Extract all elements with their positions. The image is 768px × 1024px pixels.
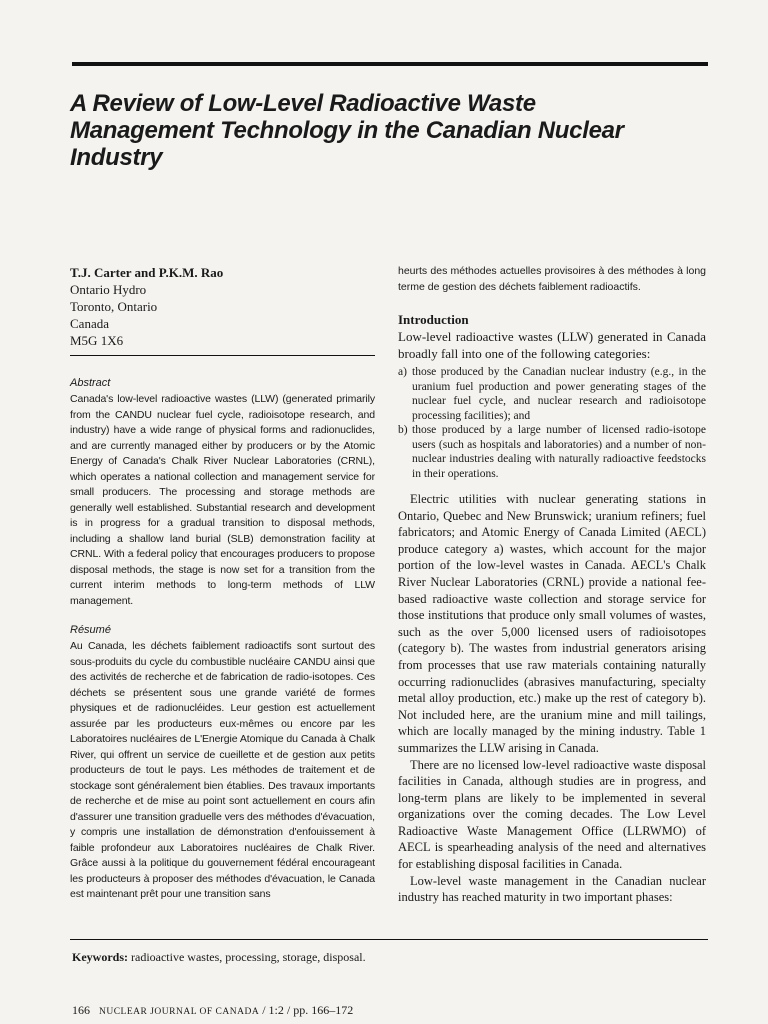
introduction-heading: Introduction xyxy=(398,312,469,327)
author-postal-code: M5G 1X6 xyxy=(70,333,124,348)
abstract-text: Canada's low-level radioactive wastes (LLW) (generated primarily from the CANDU nuclear fuel cycle, radioisotope research, and industry) have a wide range of physical forms and radionuclides, and are currently managed either by producers or by the Atomic Energy of Canada's Chalk River Nuclear Laboratories (CRNL), which operates a national collection and management service for small producers. The processing and storage methods are generally well established. Substantial research and development is in progress for a gradual transition to disposal methods, including a shallow land burial (SLB) demonstration facility at CRNL. With a federal policy that encourages producers to propose disposal methods, the stage is now set for a transition from the current interim methods to long-term methods of LLW management. xyxy=(70,393,375,607)
keywords-line xyxy=(72,950,366,965)
list-item xyxy=(398,423,706,481)
journal-citation: / 1:2 / pp. 166–172 xyxy=(262,1003,354,1017)
body-paragraph: Electric utilities with nuclear generating stations in Ontario, Quebec and New Brunswick; uranium refiners; fuel fabricators; and Atomic Energy of Canada Limited (AECL) produce category a) wastes, which account for the major portion of the low-level wastes in Canada. AECL's Chalk River Nuclear Laboratories (CRNL) provide a national fee-based radioactive waste collection and storage service for those institutions that produce only small volumes of wastes, such as the over 5,000 licensed users of radioisotopes (category b). The wastes from industrial generators arising from processes that use raw materials containing naturally occurring radionuclides (abrasives manufacturing, specialty metal alloy production, etc.) make up the rest of category b). Not included here, are the uranium mine and mill tailings, which are locally managed by the mining industry. Table 1 summarizes the LLW arising in Canada. xyxy=(398,492,706,755)
list-item-text: those produced by a large number of licensed radio-isotope users (such as hospitals and laboratories) and a number of non-nuclear industries dealing with naturally radioactive feedstocks in their operations. xyxy=(412,424,706,480)
author-divider xyxy=(70,355,375,356)
page-number: 166 xyxy=(72,1003,90,1017)
right-column xyxy=(398,264,706,906)
resume-text: Au Canada, les déchets faiblement radioactifs sont surtout des sous-produits du cycle du combustible nucléaire CANDU ainsi que des activités de recherche et de fabrication de radio-isotopes. Ces déchets se présentent sous une grande variété de formes physiques et de radionucléides. Leur gestion est actuellement assurée par les producteurs eux-mêmes ou encore par les Laboratoires nucléaires de L'Energie Atomique du Canada à Chalk River, qui offrent un service de cueillette et de gestion aux petits producteurs de tout le pays. Les méthodes de traitement et de stockage sont généralement bien établies. Des travaux importants de recherche et de mise au point sont actuellement en cours afin d'assurer une transition graduelle vers des méthodes d'évacuation, y compris une installation de démonstration d'enfouissement à faible profondeur aux Laboratoires nucléaires de Chalk River. Grâce aussi à la politique du gouvernement fédéral encourageant les producteurs à proposer des méthodes d'évacuation, le Canada est maintenant prêt pour une transition sans xyxy=(70,640,375,900)
body-paragraph: Low-level waste management in the Canadian nuclear industry has reached maturity in two important phases: xyxy=(398,873,706,905)
keywords-text: radioactive wastes, processing, storage, disposal. xyxy=(131,950,366,964)
author-affiliation: Ontario Hydro xyxy=(70,282,147,297)
author-names: T.J. Carter and P.K.M. Rao xyxy=(70,265,224,280)
list-item-label: b) xyxy=(398,424,408,436)
author-block xyxy=(70,264,370,349)
introduction-lead: Low-level radioactive wastes (LLW) generated in Canada broadly fall into one of the following categories: xyxy=(398,329,706,361)
list-item-text: those produced by the Canadian nuclear industry (e.g., in the uranium fuel production and power generating stages of the nuclear fuel cycle, and nuclear research and radioisotope processing facilities); and xyxy=(412,366,706,422)
top-rule xyxy=(72,62,708,66)
keywords-label: Keywords: xyxy=(72,950,128,964)
category-list xyxy=(398,365,706,481)
bottom-rule xyxy=(70,939,708,940)
page-footer xyxy=(72,1003,353,1018)
body-paragraph: There are no licensed low-level radioactive waste disposal facilities in Canada, although studies are in progress, and long-term plans are likely to be implemented in several organizations over the coming decades. The Low Level Radioactive Waste Management Office (LLRWMO) of AECL is spearheading analysis of the need and alternatives for establishing disposal facilities in Canada. xyxy=(398,757,706,872)
author-city: Toronto, Ontario xyxy=(70,299,158,314)
author-country: Canada xyxy=(70,316,109,331)
resume-continuation: heurts des méthodes actuelles provisoires à des méthodes à long terme de gestion des déchets faiblement radioactifs. xyxy=(398,265,706,293)
resume-heading: Résumé xyxy=(70,624,111,636)
article-title: A Review of Low-Level Radioactive Waste Management Technology in the Canadian Nuclear Industry xyxy=(70,90,624,171)
list-item-label: a) xyxy=(398,366,407,378)
journal-name: NUCLEAR JOURNAL OF CANADA xyxy=(99,1007,260,1017)
abstract-heading: Abstract xyxy=(70,377,111,389)
left-column xyxy=(70,376,375,903)
list-item xyxy=(398,365,706,423)
